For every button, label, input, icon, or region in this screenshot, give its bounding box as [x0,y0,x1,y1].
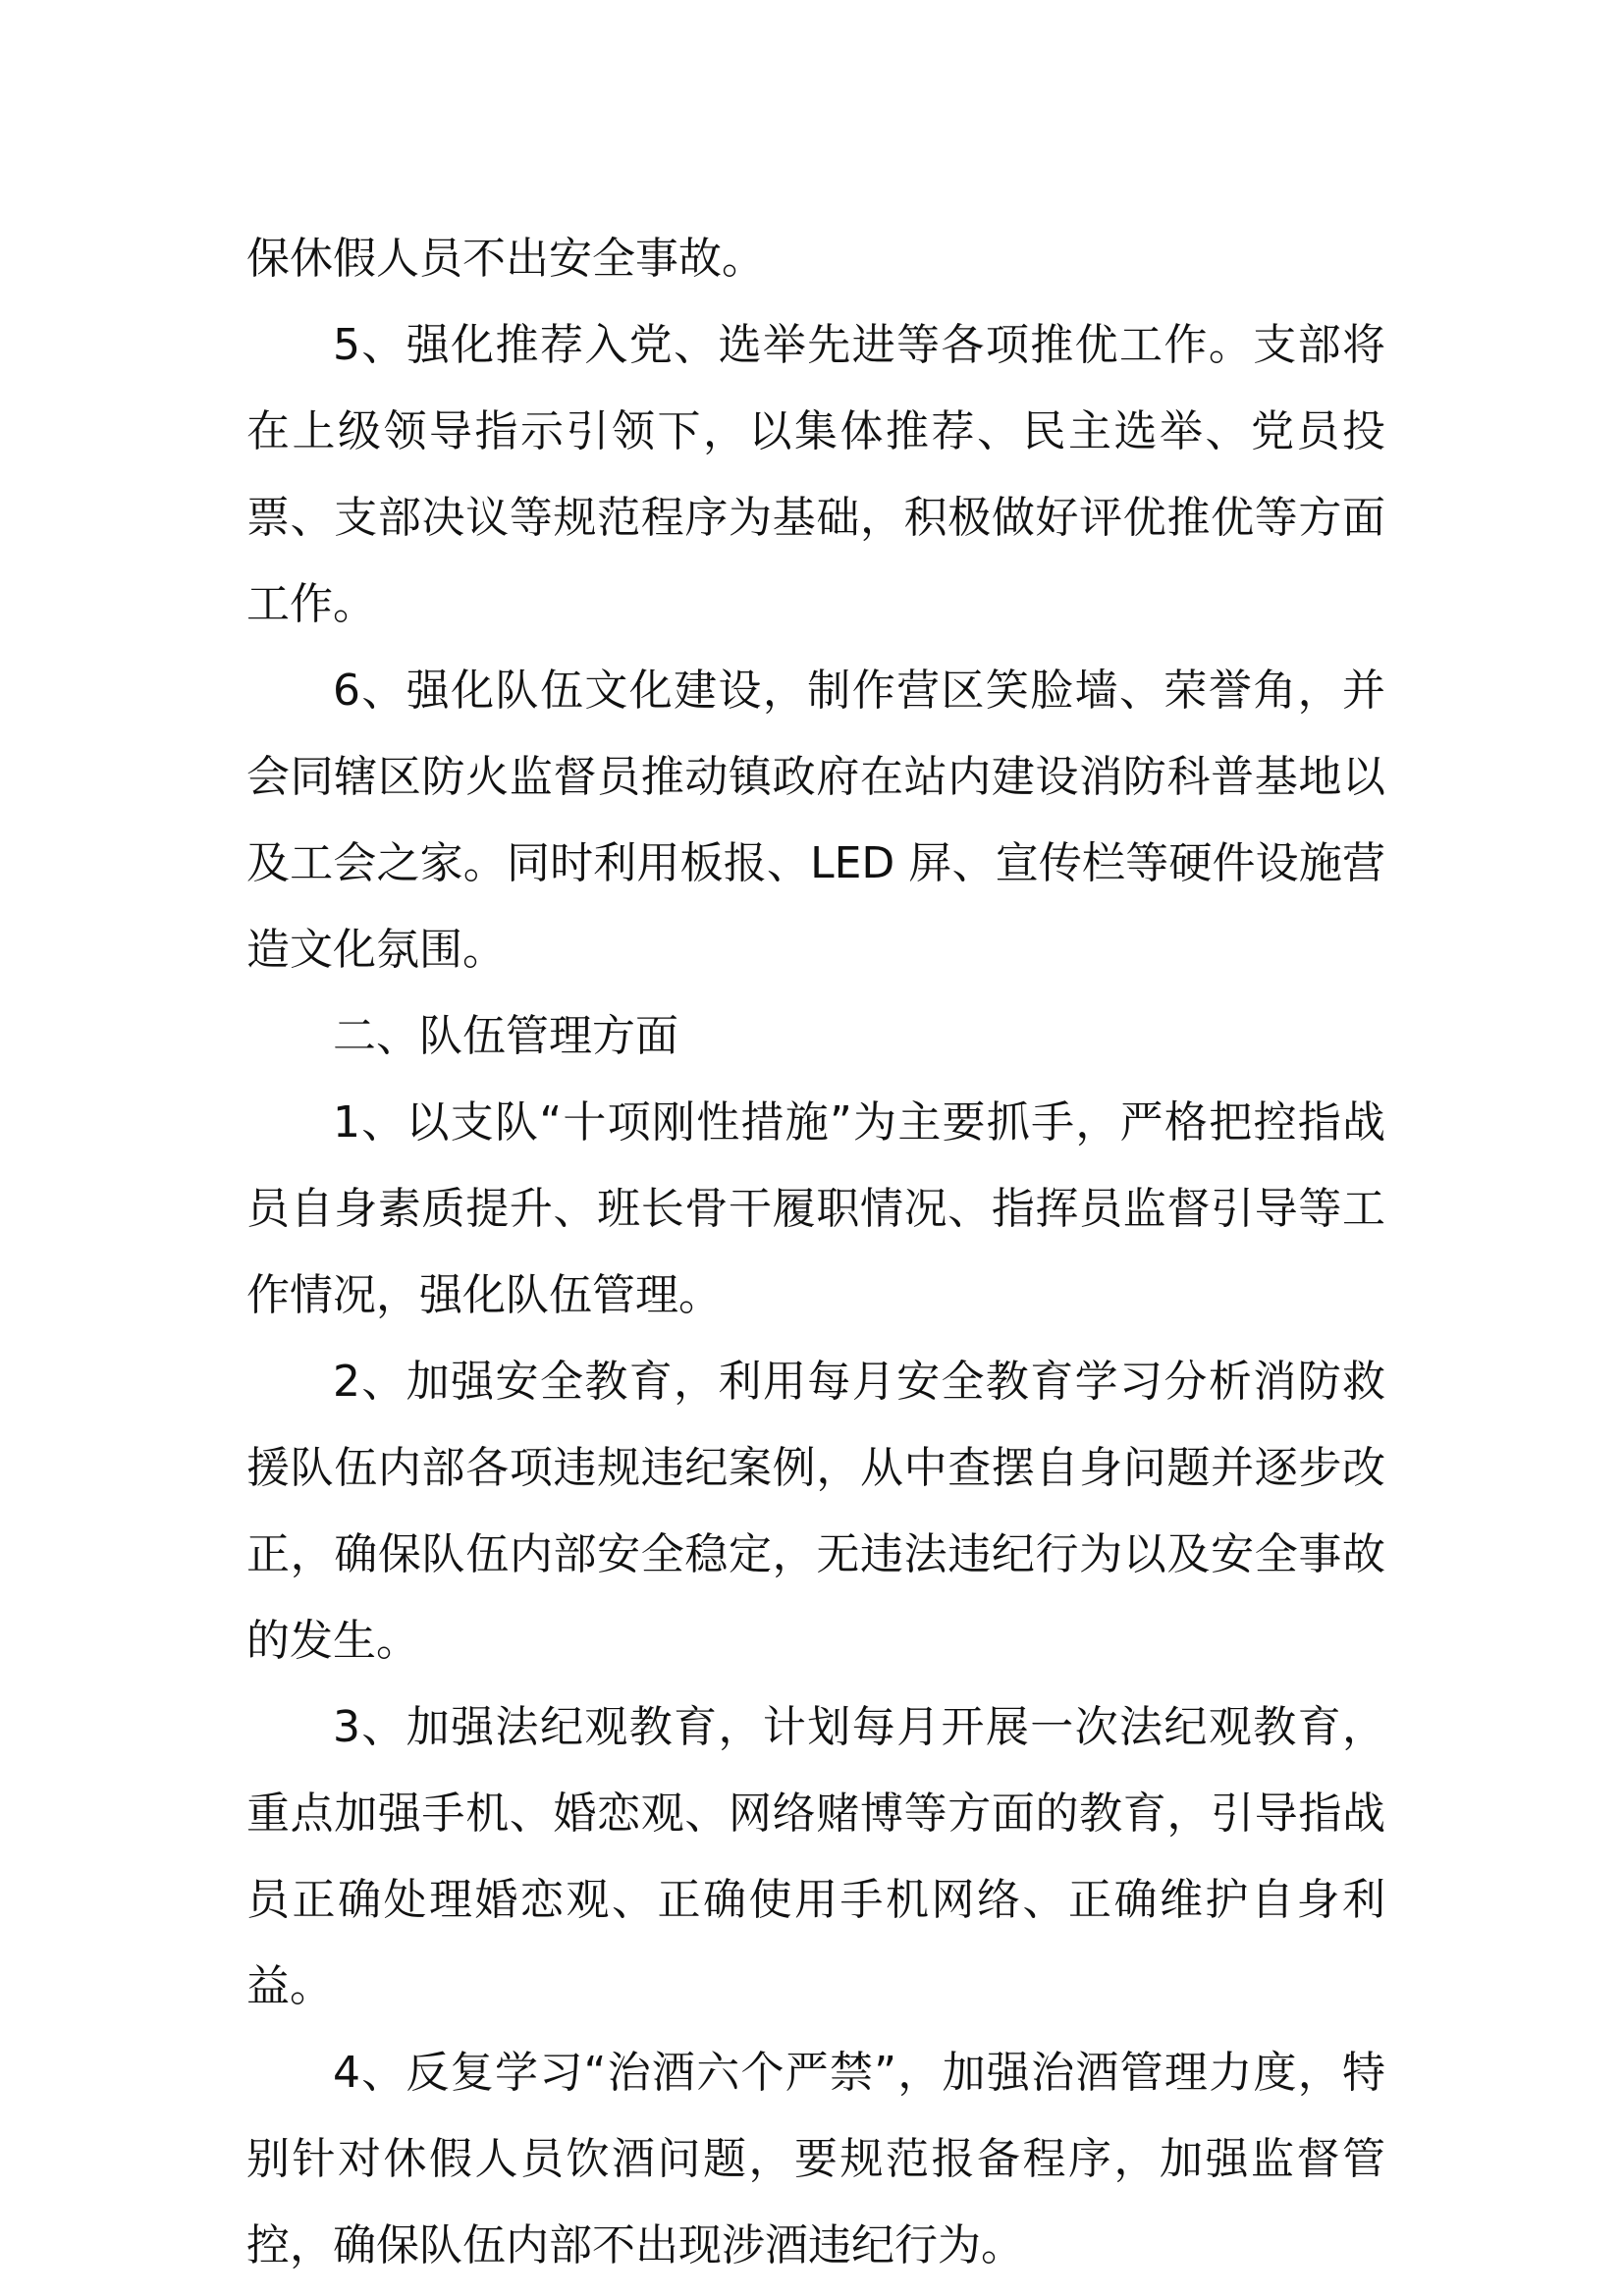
document-body [246,216,1385,2289]
paragraph-item-3: 3、加强法纪观教育，计划每月开展一次法纪观教育，重点加强手机、婚恋观、网络赌博等方面的教育，引导指战员正确处理婚恋观、正确使用手机网络、正确维护自身利益。 [246,1702,1385,2011]
paragraph-item-5: 5、强化推荐入党、选举先进等各项推优工作。支部将在上级领导指示引领下，以集体推荐、民主选举、党员投票、支部决议等规范程序为基础，积极做好评优推优等方面工作。 [246,320,1385,629]
paragraph-item-2: 2、加强安全教育，利用每月安全教育学习分析消防救援队伍内部各项违规违纪案例，从中查摆自身问题并逐步改正，确保队伍内部安全稳定，无违法违纪行为以及安全事故的发生。 [246,1357,1385,1666]
paragraph-item-6: 6、强化队伍文化建设，制作营区笑脸墙、荣誉角，并会同辖区防火监督员推动镇政府在站内建设消防科普基地以及工会之家。同时利用板报、LED 屏、宣传栏等硬件设施营造文化氛围。 [246,666,1385,975]
paragraph-continuation: 保休假人员不出安全事故。 [246,234,765,284]
section-heading-team-management: 二、队伍管理方面 [333,1011,678,1061]
paragraph-item-4: 4、反复学习“治酒六个严禁”，加强治酒管理力度，特别针对休假人员饮酒问题，要规范报备程序，加强监督管控，确保队伍内部不出现涉酒违纪行为。 [246,2048,1385,2270]
paragraph-item-1: 1、以支队“十项刚性措施”为主要抓手，严格把控指战员自身素质提升、班长骨干履职情况、指挥员监督引导等工作情况，强化队伍管理。 [246,1097,1385,1320]
